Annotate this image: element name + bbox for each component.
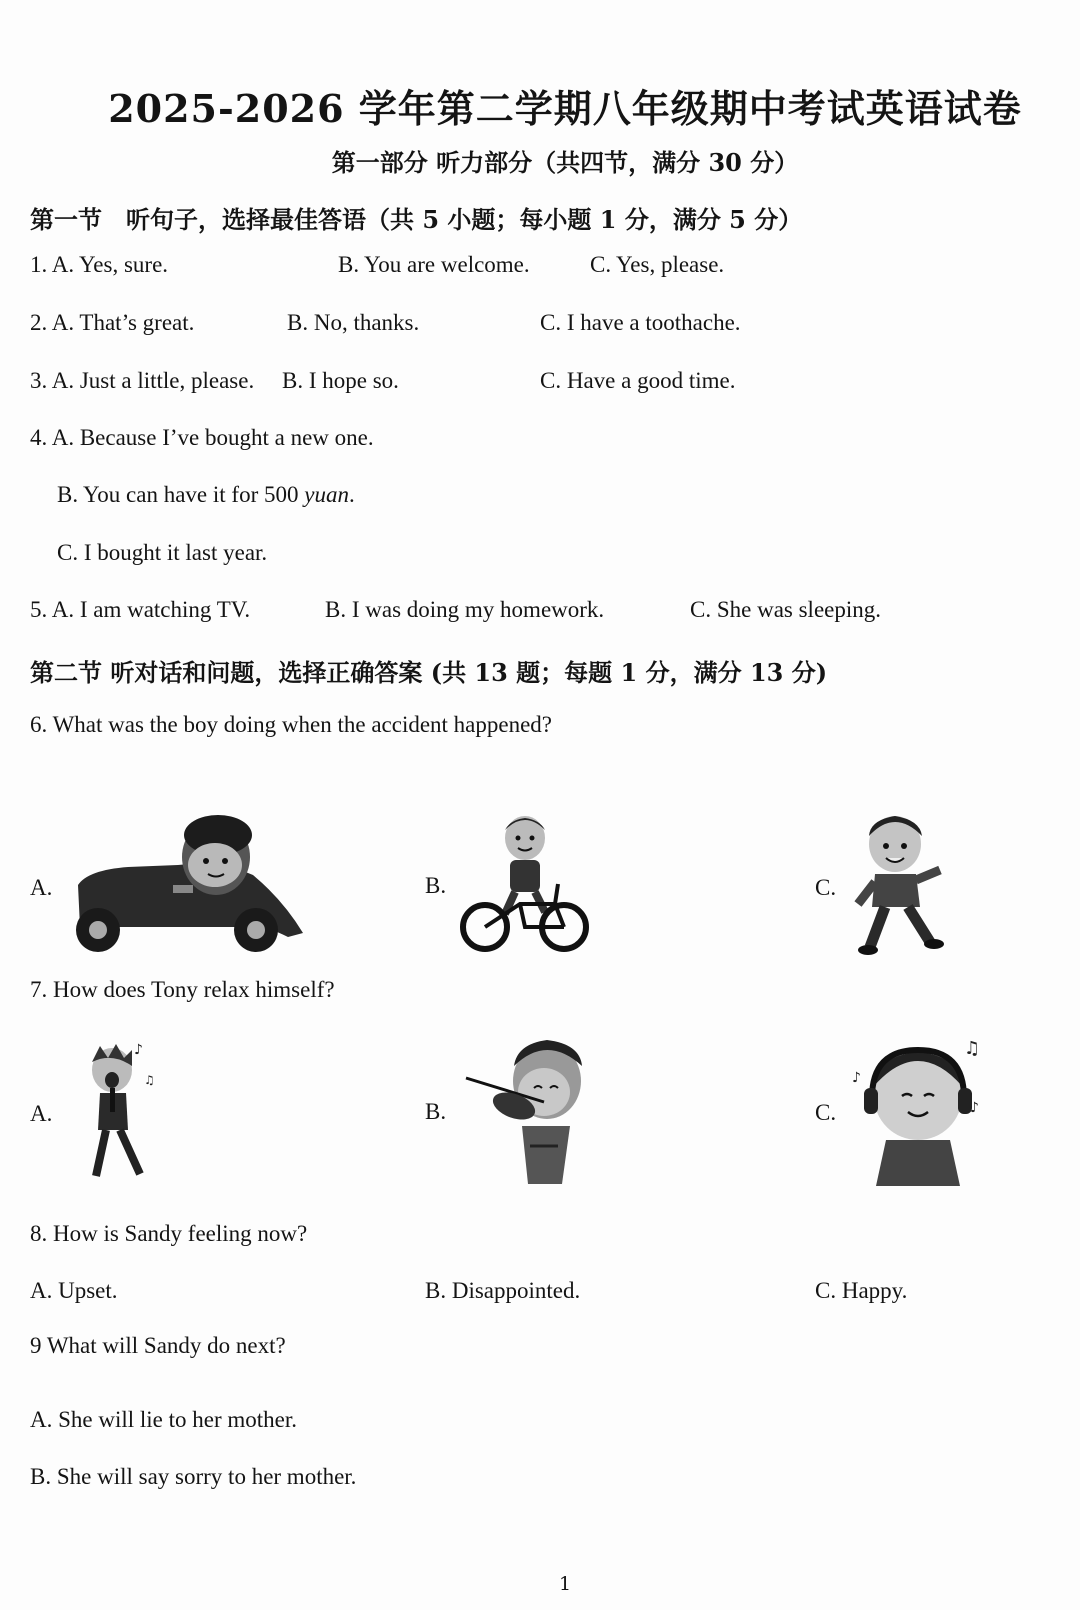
q9-stem: 9 What will Sandy do next?: [30, 1333, 286, 1358]
svg-text:♪: ♪: [134, 1042, 143, 1058]
q4-option-b: [57, 482, 355, 508]
q6-label-c: C.: [815, 875, 837, 900]
running-boy-icon: [850, 812, 945, 960]
q9-option-a: A. She will lie to her mother.: [30, 1407, 298, 1432]
q2-option-b: B. No, thanks.: [287, 310, 420, 335]
q1-option-c: C. Yes, please.: [590, 252, 725, 277]
q5-option-c: C. She was sleeping.: [690, 597, 882, 622]
q1-option-a: 1. A. Yes, sure.: [30, 252, 169, 277]
headphones-music-icon: [850, 1036, 985, 1186]
page-number: 1: [558, 1573, 572, 1595]
q7-label-b: B.: [425, 1099, 447, 1124]
q4-option-b-end: .: [348, 482, 355, 507]
q3-option-a: 3. A. Just a little, please.: [30, 368, 255, 393]
svg-text:♫: ♫: [964, 1038, 981, 1059]
q8-option-c: C. Happy.: [815, 1278, 908, 1303]
q3-option-c: C. Have a good time.: [540, 368, 736, 393]
q8-option-a: A. Upset.: [30, 1278, 118, 1303]
q7-label-c: C.: [815, 1100, 837, 1125]
car-driving-icon: [68, 815, 308, 955]
q3-option-b: B. I hope so.: [282, 368, 399, 393]
q6-stem: 6. What was the boy doing when the accident happened?: [30, 712, 553, 737]
q5-option-a: 5. A. I am watching TV.: [30, 597, 251, 622]
q5-option-b: B. I was doing my homework.: [325, 597, 605, 622]
q7-label-a: A.: [30, 1101, 53, 1126]
q2-option-c: C. I have a toothache.: [540, 310, 741, 335]
q9-option-b: B. She will say sorry to her mother.: [30, 1464, 357, 1489]
section-2-heading: 第二节 听对话和问题，选择正确答案 (共 13 题；每题 1 分，满分 13 分): [30, 658, 828, 687]
q7-stem: 7. How does Tony relax himself?: [30, 977, 335, 1002]
q4-option-c: C. I bought it last year.: [57, 540, 268, 565]
svg-text:♪: ♪: [970, 1100, 979, 1116]
q6-label-a: A.: [30, 875, 53, 900]
q6-label-b: B.: [425, 873, 447, 898]
page-title: 2025-2026 学年第二学期八年级期中考试英语试卷: [108, 86, 1022, 131]
singing-boy-icon: [70, 1038, 165, 1186]
q2-option-a: 2. A. That’s great.: [30, 310, 195, 335]
q4-option-a: 4. A. Because I’ve bought a new one.: [30, 425, 374, 450]
q1-option-b: B. You are welcome.: [338, 252, 530, 277]
page-subtitle: 第一部分 听力部分（共四节，满分 30 分）: [331, 148, 799, 177]
q4-option-b-text: B. You can have it for 500: [57, 482, 305, 507]
q4-option-b-italic: yuan: [304, 482, 349, 507]
q8-stem: 8. How is Sandy feeling now?: [30, 1221, 308, 1246]
violin-playing-icon: [462, 1036, 597, 1186]
svg-text:♪: ♪: [852, 1070, 861, 1086]
q8-option-b: B. Disappointed.: [425, 1278, 581, 1303]
svg-text:♫: ♫: [144, 1073, 155, 1087]
section-1-heading: 第一节 听句子，选择最佳答语（共 5 小题；每小题 1 分，满分 5 分）: [30, 205, 803, 234]
bicycle-riding-icon: [460, 812, 590, 957]
